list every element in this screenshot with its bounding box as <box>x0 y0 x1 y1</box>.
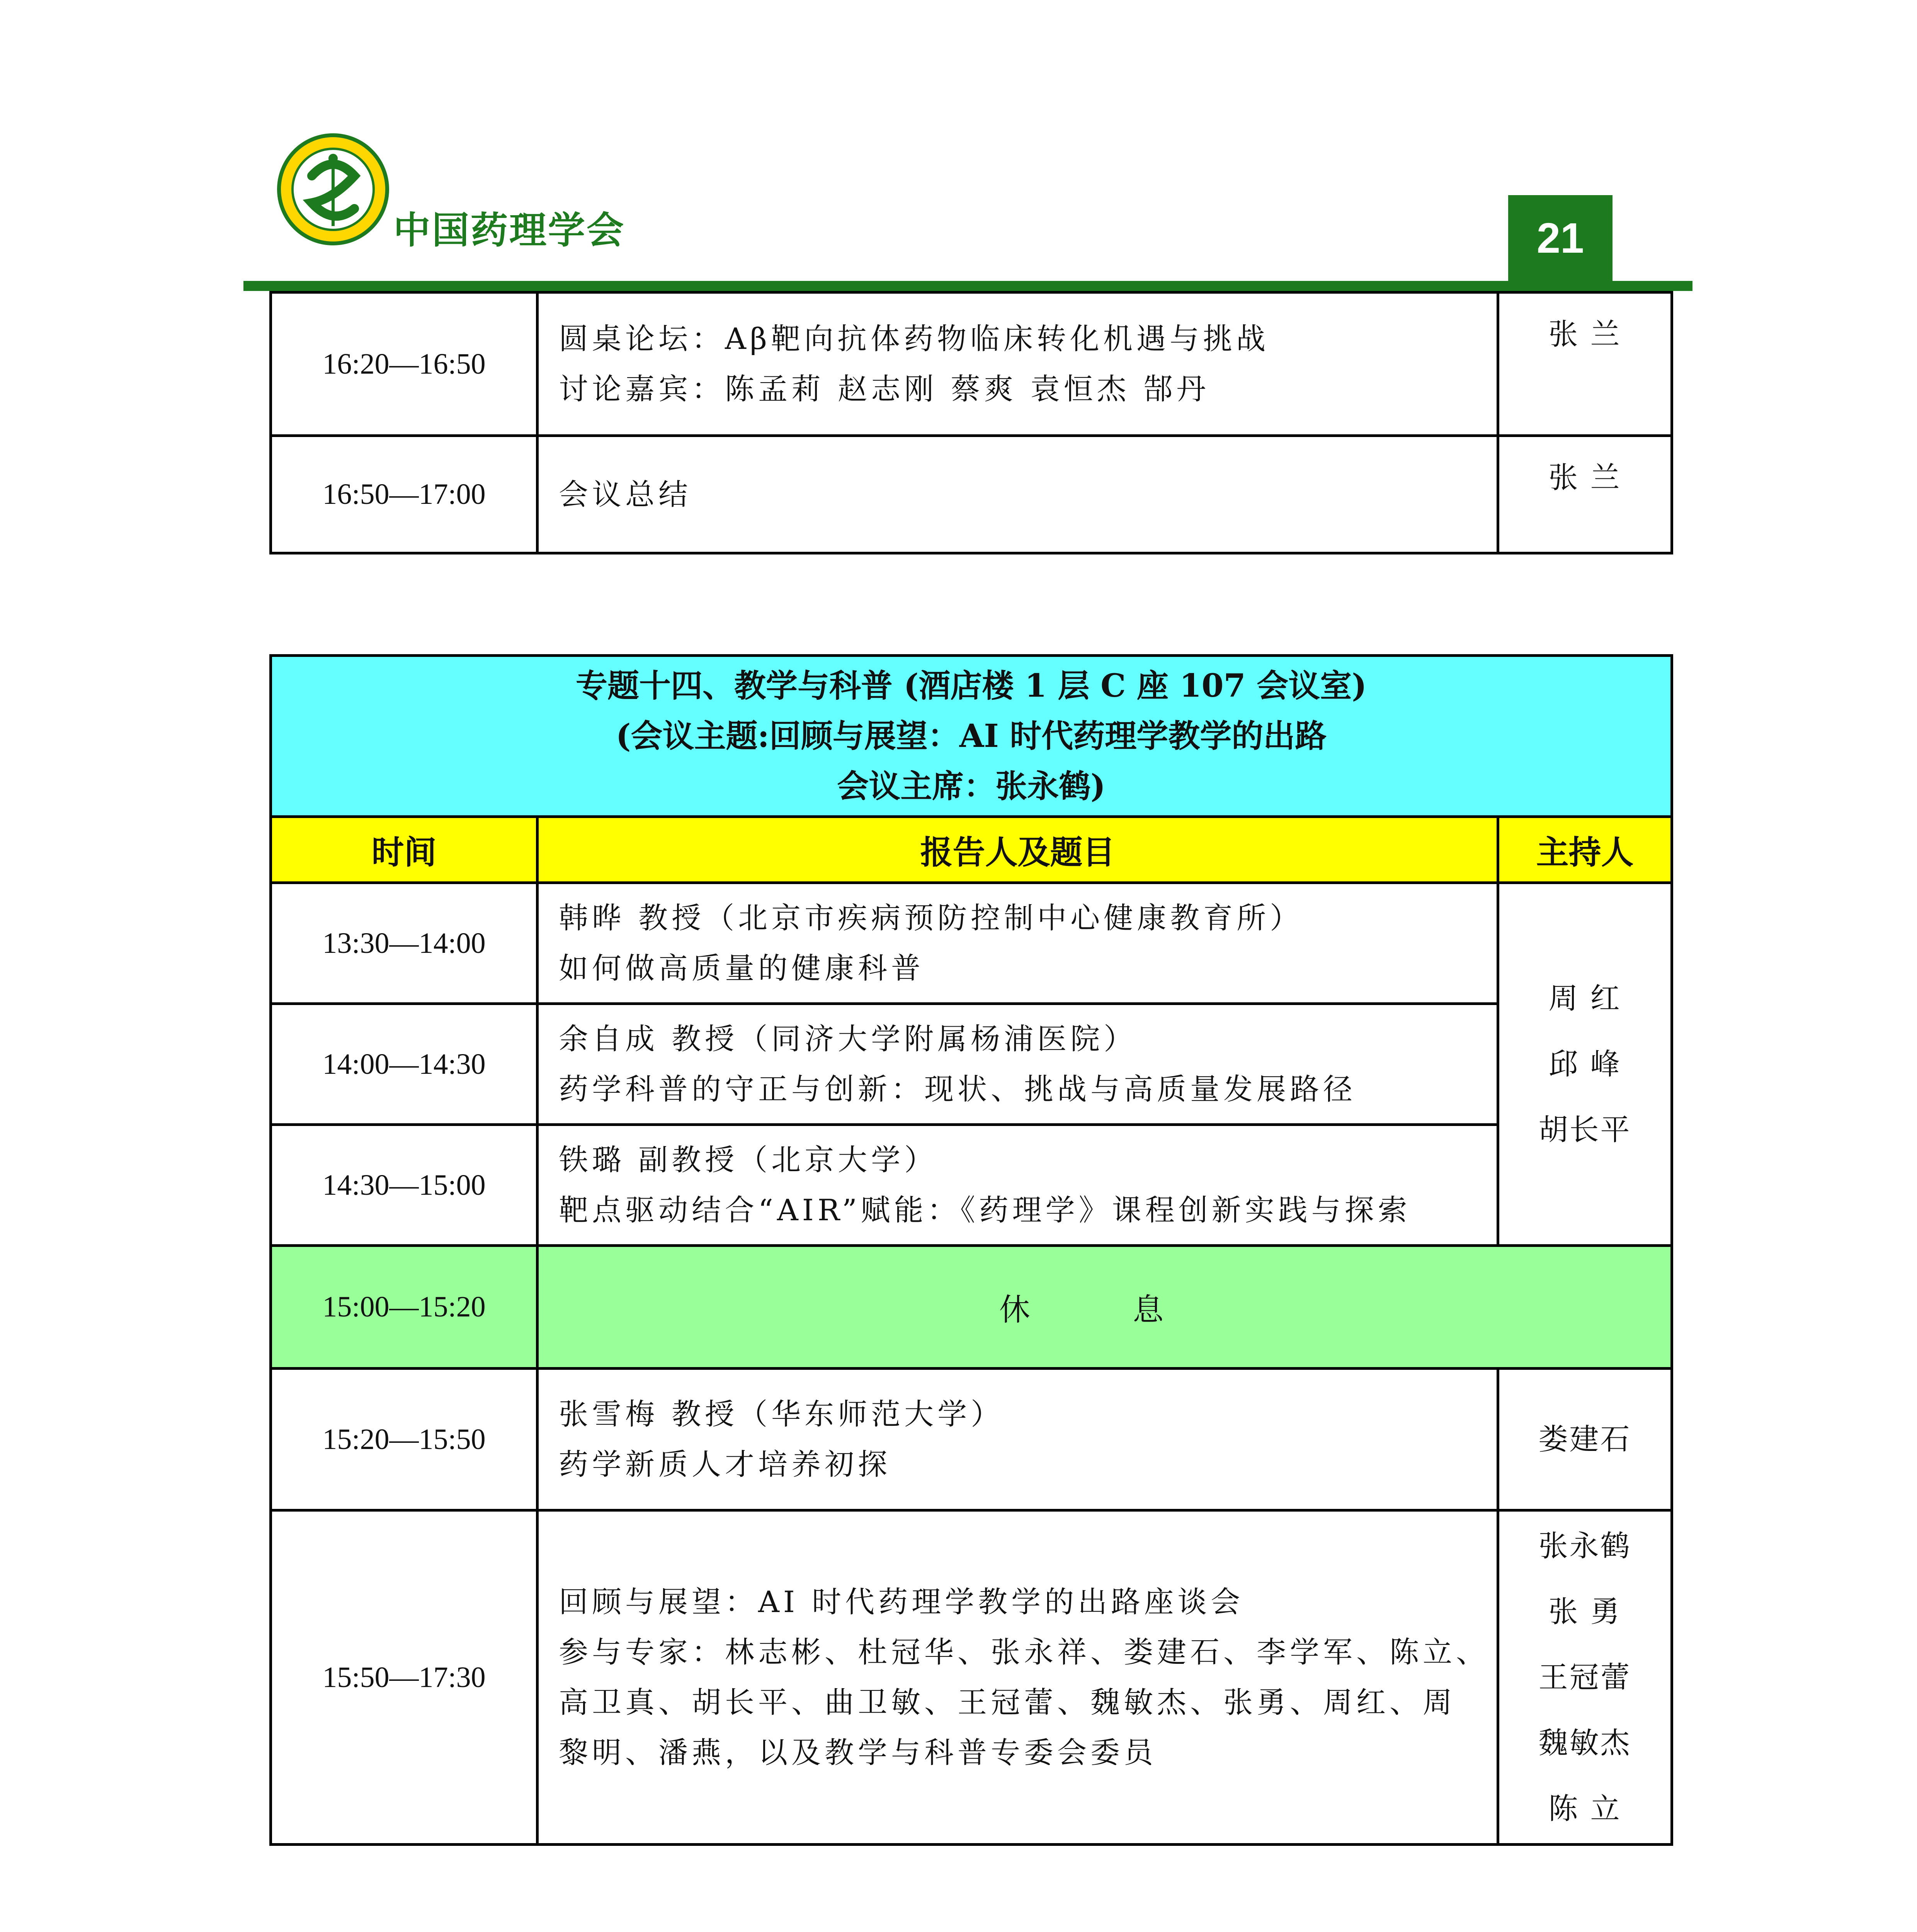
topic-line: 参与专家：林志彬、杜冠华、张永祥、娄建石、李学军、陈立、 <box>559 1635 1489 1669</box>
host-cell <box>1498 1369 1672 1510</box>
topic-cell <box>538 1510 1498 1845</box>
org-name: 中国药理学会 <box>393 209 625 252</box>
topic-cell <box>538 883 1498 1004</box>
header-rule <box>243 281 1692 291</box>
time-cell: 15:00—15:20 <box>271 1246 538 1369</box>
host-cell <box>1498 883 1672 1246</box>
table-row <box>271 1369 1672 1510</box>
host-cell <box>1498 1510 1672 1845</box>
time-cell: 14:00—14:30 <box>271 1004 538 1125</box>
topic-line: 余自成 教授（同济大学附属杨浦医院） <box>559 1022 1137 1056</box>
host-name: 胡长平 <box>1538 1112 1631 1147</box>
page-number: 21 <box>1508 195 1613 281</box>
host-cell <box>1498 293 1672 436</box>
break-label: 休 息 <box>538 1246 1672 1369</box>
host-name: 张永鹤 <box>1538 1529 1631 1563</box>
topic-line: 药学新质人才培养初探 <box>559 1447 891 1481</box>
table-row <box>271 1125 1672 1246</box>
session-title-line: (会议主题:回顾与展望：AI 时代药理学教学的出路 <box>616 718 1327 755</box>
column-header-row <box>271 817 1672 883</box>
time-cell: 15:50—17:30 <box>271 1510 538 1845</box>
topic-line: 药学科普的守正与创新：现状、挑战与高质量发展路径 <box>559 1072 1356 1106</box>
session14-table <box>269 654 1673 1846</box>
topic-line: 黎明、潘燕，以及教学与科普专委会委员 <box>559 1735 1157 1770</box>
host-name: 娄建石 <box>1538 1422 1631 1456</box>
table-row <box>271 883 1672 1004</box>
session-title-row <box>271 656 1672 817</box>
host-name: 张 兰 <box>1548 460 1621 495</box>
session-title <box>271 656 1672 817</box>
time-cell: 15:20—15:50 <box>271 1369 538 1510</box>
host-name: 邱 峰 <box>1548 1047 1621 1081</box>
time-cell: 16:20—16:50 <box>271 293 538 436</box>
time-cell: 13:30—14:00 <box>271 883 538 1004</box>
topic-line: 铁璐 副教授（北京大学） <box>559 1143 938 1177</box>
host-name: 魏敏杰 <box>1538 1726 1631 1760</box>
table-row <box>271 436 1672 553</box>
host-name: 张 勇 <box>1548 1594 1621 1629</box>
break-row <box>271 1246 1672 1369</box>
topic-cell <box>538 1004 1498 1125</box>
time-cell: 16:50—17:00 <box>271 436 538 553</box>
host-name: 张 兰 <box>1548 317 1621 351</box>
topic-line: 高卫真、胡长平、曲卫敏、王冠蕾、魏敏杰、张勇、周红、周 <box>559 1685 1456 1719</box>
time-cell: 14:30—15:00 <box>271 1125 538 1246</box>
table-row <box>271 1510 1672 1845</box>
topic-line: 会议总结 <box>559 477 692 512</box>
table-row <box>271 1004 1672 1125</box>
col-time-header: 时间 <box>271 817 538 883</box>
host-name: 周 红 <box>1548 981 1621 1015</box>
continued-schedule-table <box>269 291 1673 554</box>
topic-cell <box>538 293 1498 436</box>
topic-cell <box>538 1125 1498 1246</box>
col-host-header: 主持人 <box>1498 817 1672 883</box>
table-row <box>271 293 1672 436</box>
topic-line: 如何做高质量的健康科普 <box>559 951 924 985</box>
topic-line: 张雪梅 教授（华东师范大学） <box>559 1397 1004 1431</box>
topic-cell <box>538 1369 1498 1510</box>
session-title-line: 会议主席：张永鹤) <box>837 768 1106 805</box>
host-name: 王冠蕾 <box>1538 1660 1631 1694</box>
topic-line: 靶点驱动结合“AIR”赋能：《药理学》课程创新实践与探索 <box>559 1193 1411 1227</box>
topic-line: 讨论嘉宾：陈孟莉 赵志刚 蔡爽 袁恒杰 郜丹 <box>559 372 1210 406</box>
col-topic-header: 报告人及题目 <box>538 817 1498 883</box>
host-name: 陈 立 <box>1548 1791 1621 1826</box>
topic-line: 圆桌论坛：Aβ靶向抗体药物临床转化机遇与挑战 <box>559 321 1269 356</box>
topic-line: 回顾与展望：AI 时代药理学教学的出路座谈会 <box>559 1585 1244 1619</box>
topic-cell <box>538 436 1498 553</box>
society-logo <box>275 131 391 247</box>
host-cell <box>1498 436 1672 553</box>
session-title-line: 专题十四、教学与科普 (酒店楼 1 层 C 座 107 会议室) <box>576 667 1367 704</box>
topic-line: 韩晔 教授（北京市疾病预防控制中心健康教育所） <box>559 901 1303 935</box>
